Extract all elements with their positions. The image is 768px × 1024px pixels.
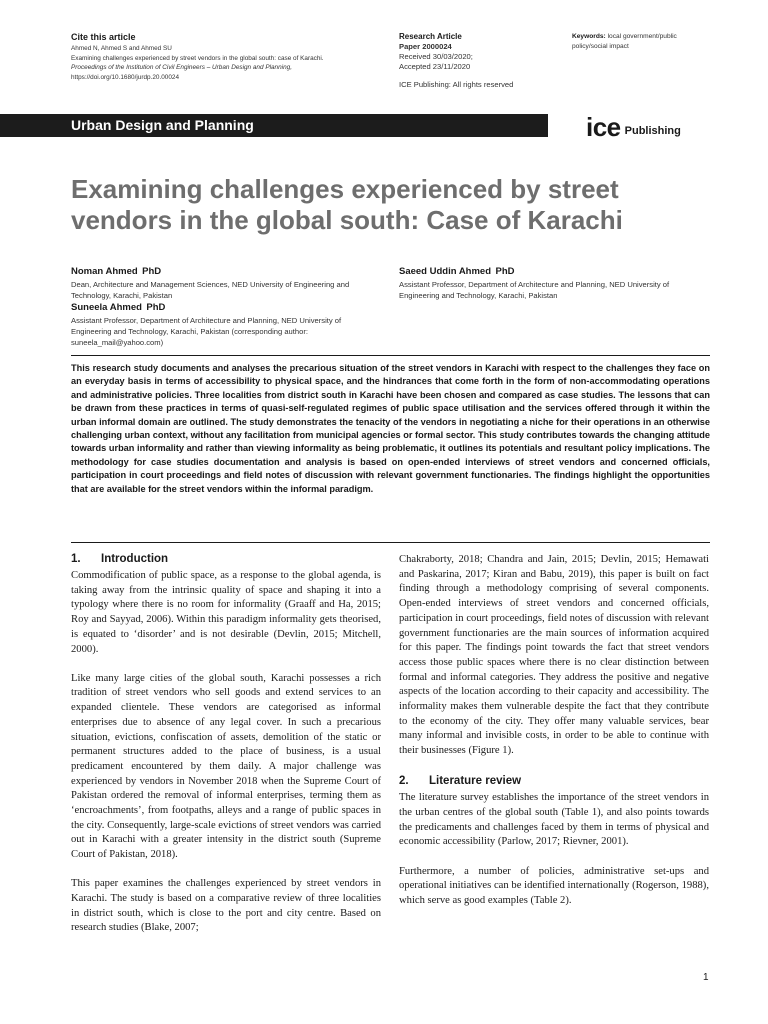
cite-article-title: Examining challenges experienced by street vendors in the global south: case of Karachi.	[71, 54, 324, 62]
author-degree: PhD	[495, 266, 515, 277]
received-date: Received 30/03/2020;	[399, 52, 473, 61]
section-title: Introduction	[101, 553, 169, 565]
author-degree: PhD	[142, 266, 162, 277]
cite-journal: Proceedings of the Institution of Civil Engineers – Urban Design and Planning,	[71, 64, 292, 72]
keywords-label: Keywords:	[572, 33, 606, 40]
author-name: Saeed Uddin Ahmed	[399, 266, 492, 277]
abstract-bottom-rule	[71, 542, 710, 543]
author-suneela	[71, 297, 371, 348]
author-affiliation: Assistant Professor, Department of Architecture and Planning, NED University of Engineering and Technology, Karachi, Pakistan	[399, 280, 670, 300]
body-column-left	[71, 551, 381, 951]
article-info	[399, 32, 513, 90]
keywords	[572, 32, 712, 51]
keywords-text: local government/public policy/social impact	[572, 33, 677, 50]
ice-publishing-logo	[586, 112, 681, 142]
paragraph: Furthermore, a number of policies, administrative set-ups and operational initiatives can be identified internationally (Rogerson, 1988), which serve as good examples (Table 2).	[399, 865, 709, 907]
paragraph: Commodification of public space, as a response to the global agenda, is taking away from the intrinsic quality of space and shaping it into a typology where there is no room for informality (Graaff and Ha, 2015; Roy and Sayyad, 2006). Within this paradigm informality gets theorised, is equated to ‘disorder’ and is not desirable (Devlin, 2015; Mitchell, 2000).	[71, 570, 381, 655]
cite-heading: Cite this article	[71, 32, 136, 42]
section-title: Literature review	[429, 775, 522, 788]
paragraph: Chakraborty, 2018; Chandra and Jain, 2015; Devlin, 2015; Hemawati and Paskarina, 2017; Kiran and Babu, 2019), this paper is built on fact finding through a methodology comprising of several components. Open-ended interviews of street vendors and concerned officials, participation in court proceedings, field notes of discussion with relevant government functionaries are the main sources of information acquired for this paper. The findings point towards the fact that street vendors access those public spaces where there is no clear distinction between formal and informal categories. They address the positive and negative aspects of the location according to their capacity and accessibility. The informality makes them vulnerable despite the fact that they contribute to the economy of the city. They offer many valuable services, bear many informal and invisible costs, in order to be able to continue with their businesses (Figure 1).	[399, 554, 709, 757]
paragraph: Like many large cities of the global south, Karachi possesses a rich tradition of street vendors who sell goods and extend services to an expanded clientele. These vendors are categorised as informal enterprises due to absence of any legal cover. In such a precarious situation, evictions, confiscation of assets, demolition of the static or permanent structures added to the place of business, is a usual predicament encountered by them daily. A major challenge was experienced by vendors in November 2018 when the Supreme Court of Pakistan ordered the removal of informal enterprises, terming them as ‘encroachments’, from footpaths, alleys and a range of public spaces in the city. Consequently, large-scale evictions of street vendors was carried out in Karachi with a greater intensity in the district south (Supreme Court of Pakistan, 2018).	[71, 672, 381, 861]
logo-mark: ice	[586, 112, 621, 142]
author-noman	[71, 261, 371, 301]
rights-statement: ICE Publishing: All rights reserved	[399, 80, 514, 89]
author-saeed	[399, 261, 699, 301]
paragraph: The literature survey establishes the importance of the street vendors in the urban centres of the global south (Table 1), and also points towards the predicaments and challenges faced by them in terms of physical and economic accessibility (Parlow, 2017; Rievner, 2001).	[399, 792, 709, 848]
citation-block	[71, 44, 381, 82]
logo-publishing: Publishing	[624, 125, 681, 137]
author-affiliation: Assistant Professor, Department of Architecture and Planning, NED University of Engineering and Technology, Karachi, Pakistan (corresponding author: suneela_mail@yahoo.com)	[71, 316, 342, 347]
section-number: 2.	[399, 775, 409, 788]
author-degree: PhD	[146, 302, 166, 313]
author-name: Noman Ahmed	[71, 266, 138, 277]
accepted-date: Accepted 23/11/2020	[399, 62, 471, 71]
section-number: 1.	[71, 553, 81, 565]
journal-name: Urban Design and Planning	[71, 117, 254, 133]
paper-number: Paper 2000024	[399, 42, 452, 51]
section-heading-introduction	[71, 551, 381, 567]
abstract-top-rule	[71, 355, 710, 356]
abstract: This research study documents and analyses the precarious situation of the street vendors in Karachi with respect to the challenges they face on an everyday basis in terms of accessibility to physical space, and the hindrances that come forth in the form of non-accommodating operations and administrative policies. Three localities from district south in Karachi have been chosen and compared as case studies. The lessons that can be drawn from these practices in terms of quasi-self-regulated regimes of public space utilisation and the services offered through it within the urban informal domain are outlined. The study demonstrates the tenacity of the vendors in negotiating a niche for their operations in an otherwise challenging urban context, without any facilitation from municipal agencies or formal sector. This study contributes towards the changing attitude towards urban informality and rather than viewing informality as being problematic, it outlines its potentials and resultant policy implications. The methodology for case studies documentation and analysis is based on open-ended interviews of street vendors and concerned officials, participation in court proceedings and field notes of discussion with relevant government functionaries. The findings highlight the opportunities that are available for the street vendors within the informal paradigm.	[71, 363, 710, 494]
section-heading-literature-review	[399, 773, 709, 789]
author-name: Suneela Ahmed	[71, 302, 142, 313]
paper-title: Examining challenges experienced by street vendors in the global south: Case of Karachi	[71, 174, 623, 235]
article-type: Research Article	[399, 32, 462, 41]
cite-doi-link[interactable]: https://doi.org/10.1680/jurdp.20.00024	[71, 73, 180, 81]
page-number: 1	[703, 972, 709, 983]
body-column-right	[399, 553, 709, 923]
cite-authors: Ahmed N, Ahmed S and Ahmed SU	[71, 45, 172, 52]
author-affiliation: Dean, Architecture and Management Sciences, NED University of Engineering and Technology, Karachi, Pakistan	[71, 280, 350, 300]
paragraph: This paper examines the challenges experienced by street vendors in Karachi. The study is based on a comparative review of three localities in district south, which is close to the port and city centre. Based on research studies (Blake, 2007;	[71, 878, 381, 934]
